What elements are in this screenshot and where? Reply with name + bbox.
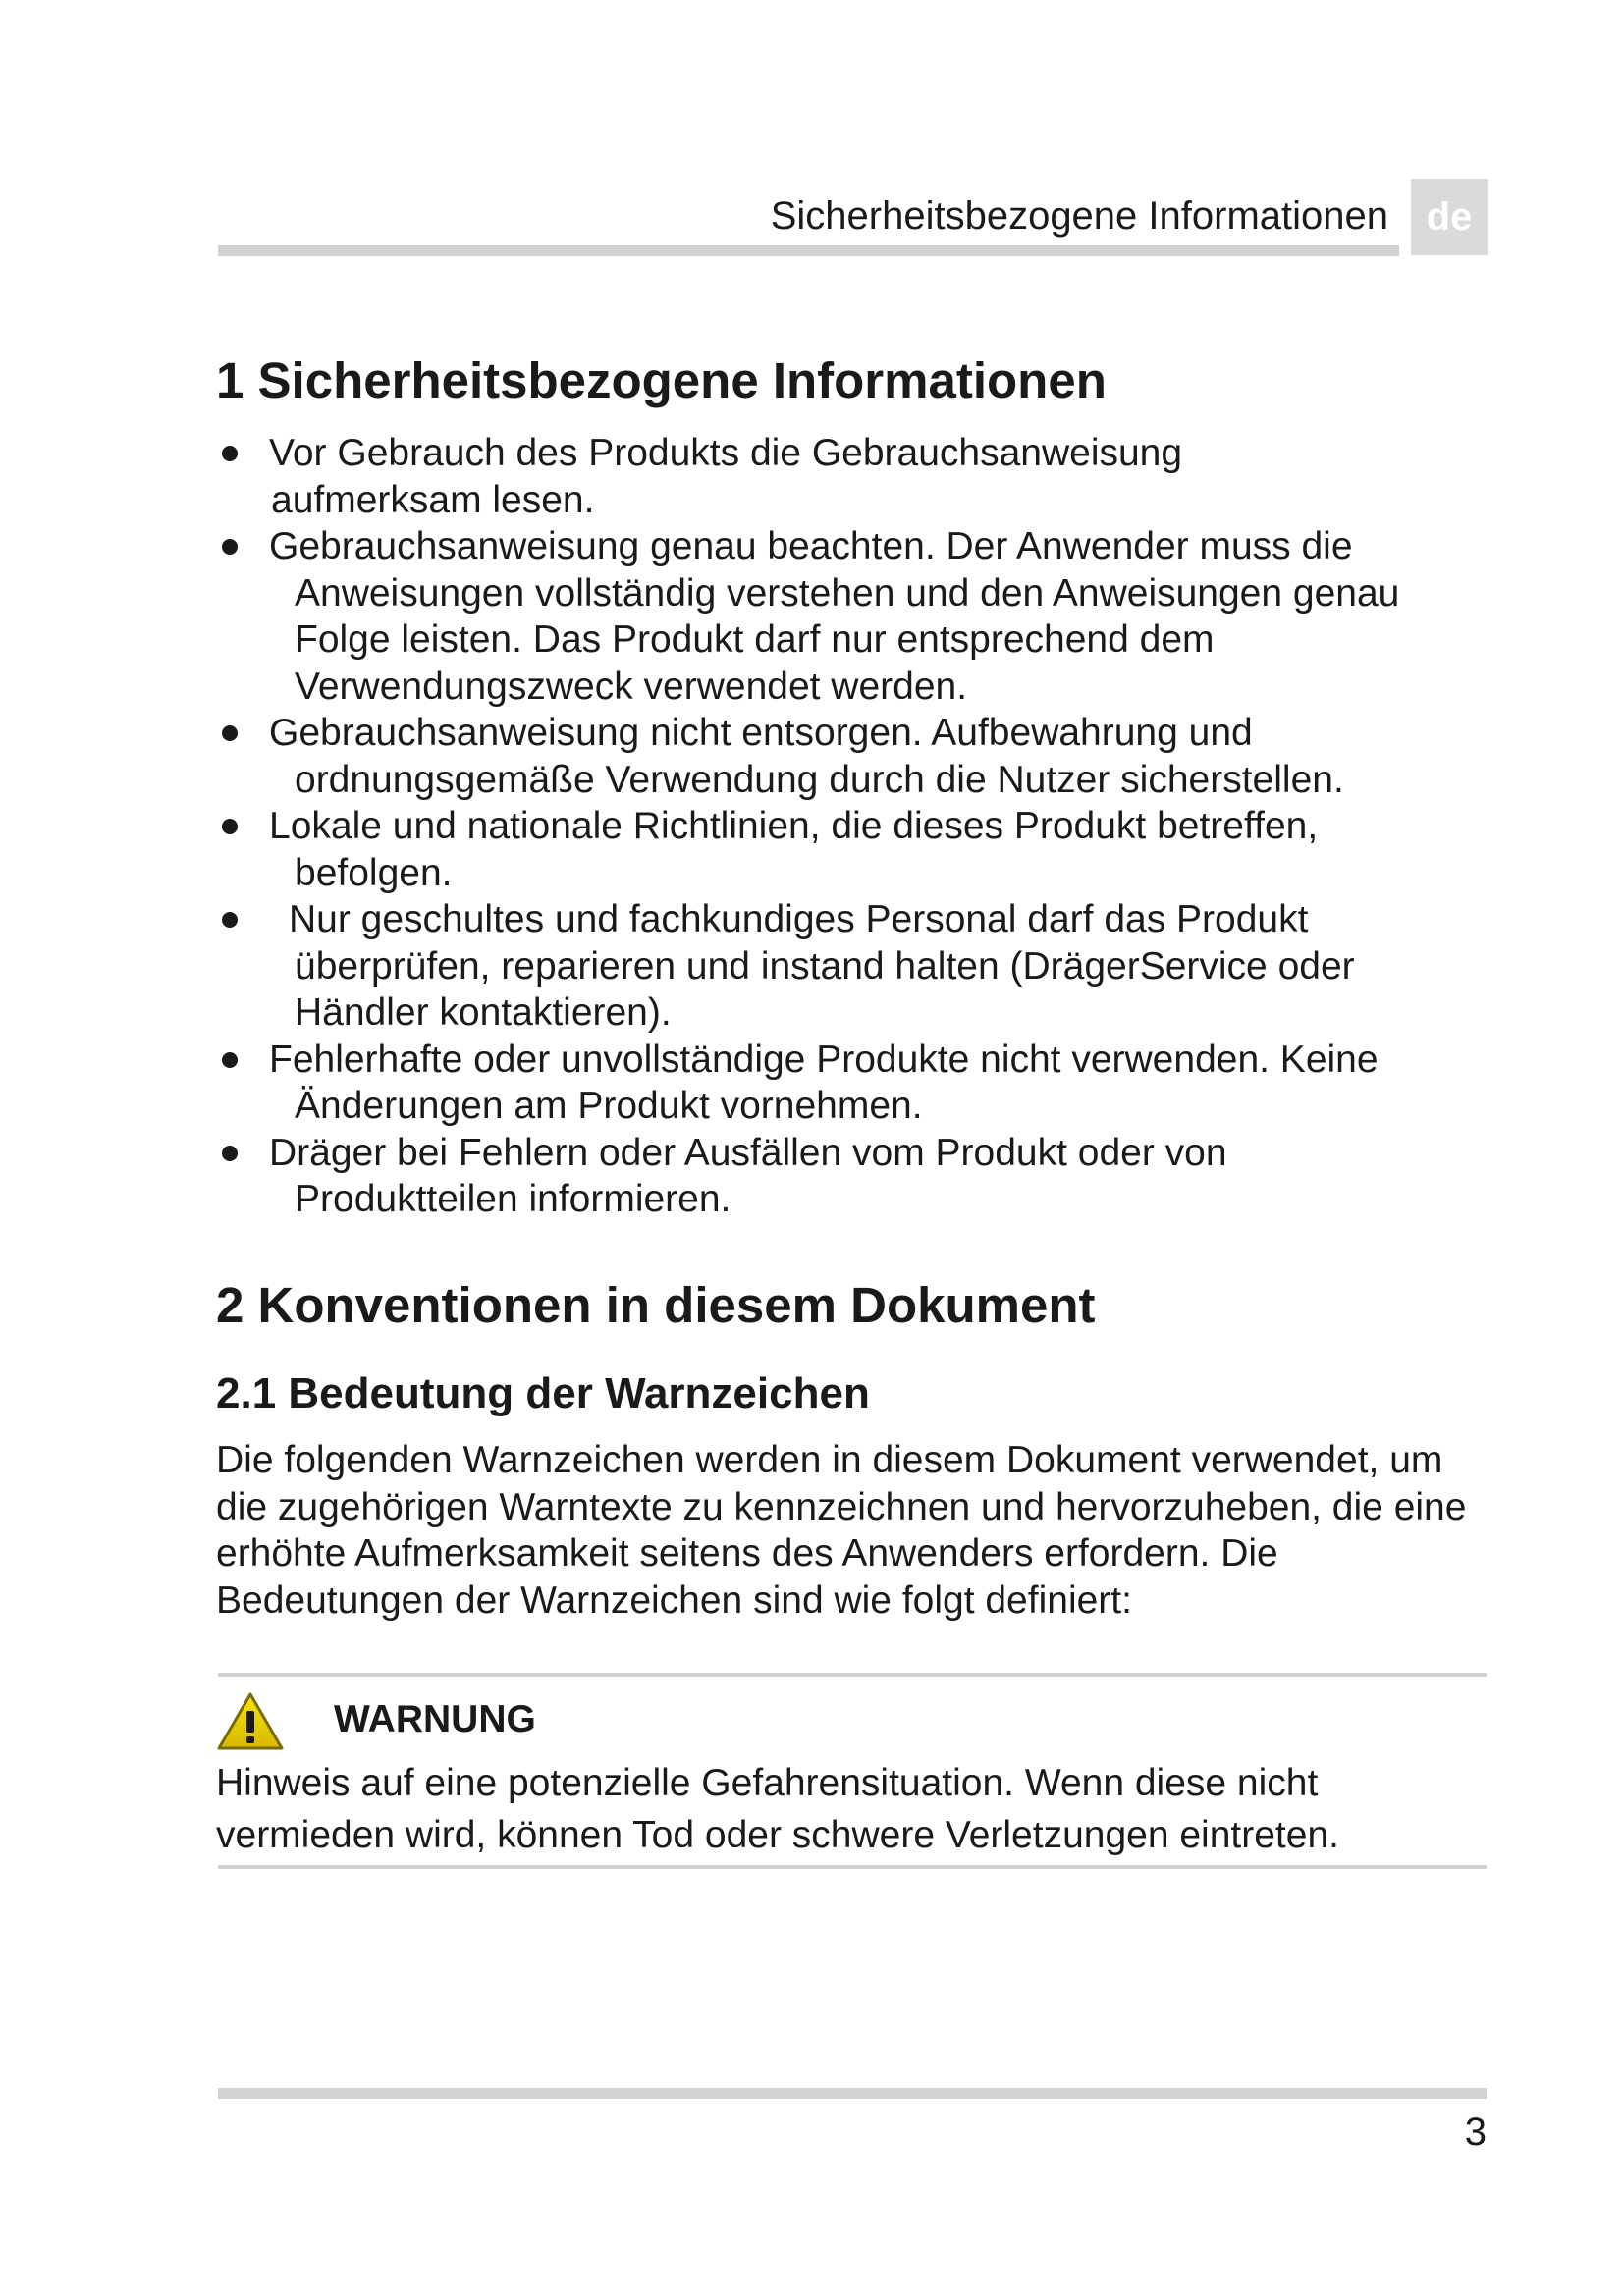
list-item (218, 710, 1494, 803)
bullet-dot (222, 819, 238, 834)
section-2-1-heading: 2.1 Bedeutung der Warnzeichen (216, 1369, 870, 1417)
list-item-first-line: Gebrauchsanweisung nicht entsorgen. Aufbewahrung und (269, 712, 1253, 754)
language-badge: de (1411, 179, 1488, 255)
header-divider (218, 245, 1399, 256)
section-1-heading: 1 Sicherheitsbezogene Informationen (216, 352, 1107, 408)
warning-box-bottom-rule (218, 1865, 1487, 1869)
bullet-dot (222, 1146, 238, 1161)
list-item-first-line: Vor Gebrauch des Produkts die Gebrauchsanweisung (269, 432, 1183, 474)
list-item (218, 523, 1494, 710)
list-item-continuation: befolgen. (295, 851, 453, 894)
list-item-continuation: Änderungen am Produkt vornehmen. (295, 1085, 923, 1127)
list-item (218, 430, 1494, 523)
list-item-first-line: Dräger bei Fehlern oder Ausfällen vom Produkt oder von (269, 1131, 1227, 1174)
bullet-dot (222, 912, 238, 928)
list-item-continuation: ordnungsgemäße Verwendung durch die Nutzer sicherstellen. (295, 758, 1344, 801)
list-item-first-line: Gebrauchsanweisung genau beachten. Der Anwender muss die (269, 525, 1353, 567)
bullet-dot (222, 446, 238, 461)
list-item-first-line: Fehlerhafte oder unvollständige Produkte nicht verwenden. Keine (269, 1038, 1379, 1081)
list-item-continuation: Produktteilen informieren. (295, 1178, 731, 1220)
warning-label: WARNUNG (334, 1698, 536, 1740)
bullet-dot (222, 1052, 238, 1068)
footer-divider (218, 2088, 1487, 2099)
list-item-continuation: aufmerksam lesen. (271, 478, 595, 521)
section-2-heading: 2 Konventionen in diesem Dokument (216, 1277, 1096, 1333)
list-item (218, 1037, 1494, 1130)
warning-description: Hinweis auf eine potenzielle Gefahrensituation. Wenn diese nicht vermieden wird, können Tod oder schwere Verletzungen eintreten. (216, 1762, 1339, 1856)
bullet-dot (222, 725, 238, 741)
list-item (218, 1130, 1494, 1223)
list-item-continuation: überprüfen, reparieren und instand halten (DrägerService oder Händler kontaktieren). (295, 944, 1355, 1034)
running-header-title: Sicherheitsbezogene Informationen (770, 194, 1388, 238)
warning-box-top-rule (218, 1673, 1487, 1677)
safety-bullet-list (218, 430, 1494, 1223)
list-item (218, 896, 1494, 1037)
warning-symbols-intro: Die folgenden Warnzeichen werden in diesem Dokument verwendet, um die zugehörigen Warntexte zu kennzeichnen und hervorzuheben, die eine erhöhte Aufmerksamkeit seitens des Anwenders erfordern. Die Bedeutungen der Warnzeichen sind wie folgt definiert: (216, 1439, 1467, 1622)
page-number: 3 (1464, 2110, 1487, 2154)
list-item-first-line: Nur geschultes und fachkundiges Personal darf das Produkt (289, 898, 1309, 940)
list-item-first-line: Lokale und nationale Richtlinien, die dieses Produkt betreffen, (269, 805, 1319, 847)
bullet-dot (222, 539, 238, 555)
list-item (218, 803, 1494, 896)
warning-triangle-icon (216, 1691, 285, 1752)
list-item-continuation: Anweisungen vollständig verstehen und den Anweisungen genau Folge leisten. Das Produkt darf nur entsprechend dem Verwendungszweck verwendet werden. (295, 571, 1400, 708)
